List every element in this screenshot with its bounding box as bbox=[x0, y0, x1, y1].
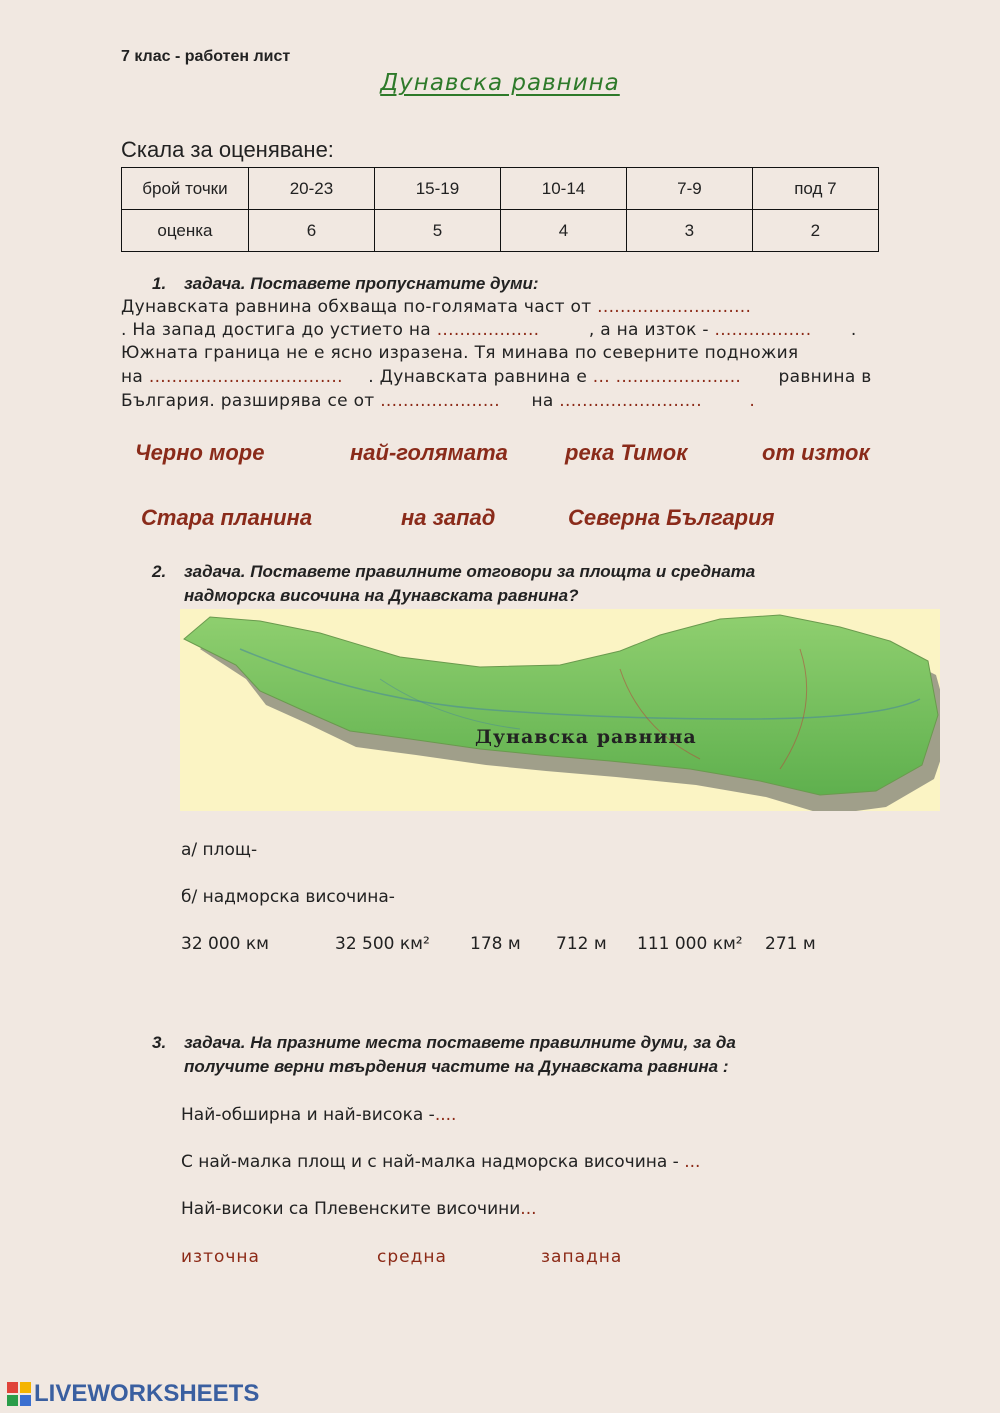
table-cell: под 7 bbox=[752, 168, 878, 210]
word-bank-item[interactable]: река Тимок bbox=[565, 440, 688, 465]
text: равнина в bbox=[778, 367, 872, 387]
blank-field[interactable]: ..................... bbox=[380, 391, 500, 411]
word-bank-item[interactable]: Стара планина bbox=[141, 505, 313, 530]
table-cell: 10-14 bbox=[500, 168, 626, 210]
blank-field[interactable]: ........................... bbox=[597, 297, 752, 317]
blank-field[interactable]: ................. bbox=[714, 320, 812, 340]
word-bank-item[interactable]: средна bbox=[377, 1247, 447, 1267]
logo-icon bbox=[6, 1381, 32, 1407]
table-cell: 4 bbox=[500, 210, 626, 252]
altitude-answer-label: б/ надморска височина- bbox=[181, 887, 395, 907]
table-cell: брой точки bbox=[122, 168, 249, 210]
grading-scale-table bbox=[121, 167, 879, 252]
blank-field[interactable]: .................. bbox=[436, 320, 540, 340]
table-cell: оценка bbox=[122, 210, 249, 252]
table-row bbox=[122, 168, 879, 210]
statement-3 bbox=[181, 1199, 537, 1219]
text: С най-малка площ и с най-малка надморска височина - bbox=[181, 1152, 679, 1172]
table-cell: 15-19 bbox=[374, 168, 500, 210]
text: . bbox=[749, 391, 756, 411]
text: на bbox=[121, 367, 144, 387]
word-bank-item[interactable]: западна bbox=[541, 1247, 623, 1267]
task1-heading bbox=[152, 274, 539, 294]
blank-field[interactable]: .................................. bbox=[148, 367, 343, 387]
brand-name: LIVEWORKSHEETS bbox=[34, 1380, 260, 1407]
task1-number: 1. bbox=[152, 274, 167, 293]
grading-scale-label: Скала за оценяване: bbox=[121, 137, 334, 162]
area-answer-label: а/ площ- bbox=[181, 840, 258, 860]
page-title: Дунавска равнина bbox=[380, 70, 620, 96]
table-cell: 5 bbox=[374, 210, 500, 252]
blank-field[interactable]: ......................... bbox=[559, 391, 702, 411]
blank-field[interactable]: ... bbox=[520, 1199, 537, 1219]
task1-line-4 bbox=[121, 367, 872, 387]
table-cell: 2 bbox=[752, 210, 878, 252]
task2-heading-line-2: надморска височина на Дунавската равнина? bbox=[184, 586, 579, 605]
word-bank-item[interactable]: от изток bbox=[762, 440, 870, 465]
text: . bbox=[850, 320, 857, 340]
statement-2 bbox=[181, 1152, 700, 1172]
task3-number: 3. bbox=[152, 1033, 167, 1052]
table-row bbox=[122, 210, 879, 252]
text: България. разширява се от bbox=[121, 391, 375, 411]
blank-field[interactable]: ... ...................... bbox=[592, 367, 742, 387]
text: Най-високи са Плевенските височини bbox=[181, 1199, 521, 1219]
task3-heading-text: задача. На празните места поставете правилните думи, за да bbox=[184, 1033, 736, 1052]
text: Най-обширна и най-висока - bbox=[181, 1105, 435, 1125]
word-bank-item[interactable]: Северна България bbox=[568, 505, 775, 530]
blank-field[interactable]: .... bbox=[434, 1105, 457, 1125]
answer-option[interactable]: 111 000 км² bbox=[637, 934, 743, 954]
task1-line-3: Южната граница не е ясно изразена. Тя минава по северните подножия bbox=[121, 343, 799, 363]
text: . Дунавската равнина е bbox=[368, 367, 588, 387]
word-bank-item[interactable]: Черно море bbox=[135, 440, 265, 465]
map-label: Дунавска равнина bbox=[475, 726, 697, 748]
text: на bbox=[531, 391, 554, 411]
task2-number: 2. bbox=[152, 562, 167, 581]
task2-heading-text: задача. Поставете правилните отговори за площта и средната bbox=[184, 562, 756, 581]
task3-heading-line-2: получите верни твърдения частите на Дунавската равнина : bbox=[184, 1057, 729, 1076]
answer-option[interactable]: 32 000 км bbox=[181, 934, 269, 954]
text: Дунавската равнина обхваща по-голямата част от bbox=[121, 297, 592, 317]
table-cell: 20-23 bbox=[248, 168, 374, 210]
answer-option[interactable]: 178 м bbox=[470, 934, 521, 954]
word-bank-item[interactable]: най-голямата bbox=[350, 440, 508, 465]
worksheet-label: 7 клас - работен лист bbox=[121, 48, 291, 65]
task1-line-1 bbox=[121, 297, 751, 317]
text: , а на изток - bbox=[588, 320, 709, 340]
statement-1 bbox=[181, 1105, 456, 1125]
task1-line-2 bbox=[121, 320, 857, 340]
text: . На запад достига до устието на bbox=[121, 320, 431, 340]
answer-option[interactable]: 32 500 км² bbox=[335, 934, 430, 954]
liveworksheets-logo bbox=[6, 1380, 259, 1408]
danube-plain-map bbox=[180, 609, 940, 811]
word-bank-item[interactable]: източна bbox=[181, 1247, 260, 1267]
answer-option[interactable]: 271 м bbox=[765, 934, 816, 954]
task1-heading-text: задача. Поставете пропуснатите думи: bbox=[184, 274, 539, 293]
task2-heading bbox=[152, 562, 755, 582]
word-bank-item[interactable]: на запад bbox=[401, 505, 496, 530]
map-illustration bbox=[180, 609, 940, 811]
table-cell: 6 bbox=[248, 210, 374, 252]
table-cell: 7-9 bbox=[627, 168, 753, 210]
blank-field[interactable]: ... bbox=[684, 1152, 701, 1172]
task1-line-5 bbox=[121, 391, 755, 411]
table-cell: 3 bbox=[627, 210, 753, 252]
task3-heading bbox=[152, 1033, 736, 1053]
answer-option[interactable]: 712 м bbox=[556, 934, 607, 954]
